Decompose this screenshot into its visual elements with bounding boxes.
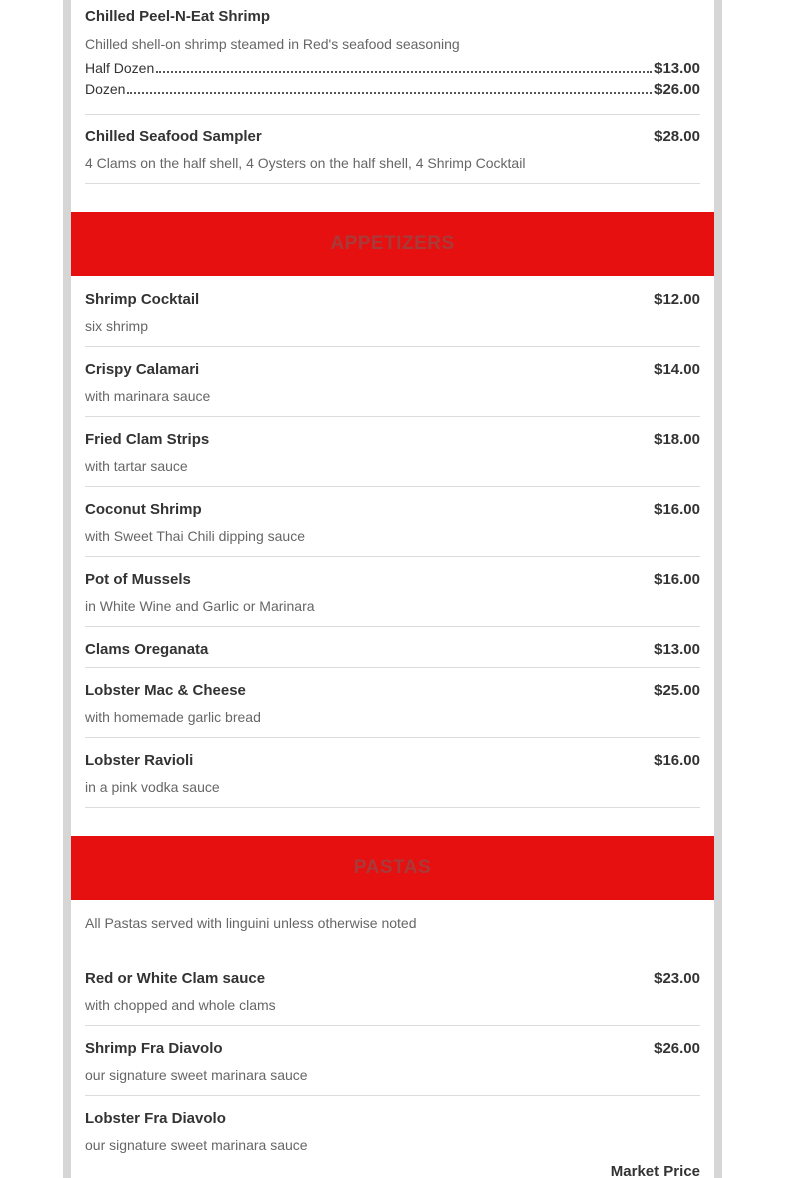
menu-item xyxy=(85,668,700,738)
item-name: Pot of Mussels xyxy=(85,571,191,588)
item-name: Shrimp Fra Diavolo xyxy=(85,1040,223,1057)
section-note: All Pastas served with linguini unless otherwise noted xyxy=(85,915,417,931)
item-price: Market Price xyxy=(610,1163,700,1178)
item-price: $14.00 xyxy=(654,361,700,378)
item-description: in White Wine and Garlic or Marinara xyxy=(85,598,315,614)
item-name: Coconut Shrimp xyxy=(85,501,202,518)
menu-item xyxy=(85,417,700,487)
appetizers-banner xyxy=(71,212,714,276)
item-price: $23.00 xyxy=(654,970,700,987)
appetizers-section xyxy=(71,276,714,808)
menu-item xyxy=(85,962,700,1026)
item-description: with homemade garlic bread xyxy=(85,709,261,725)
option-price: $13.00 xyxy=(654,60,700,77)
item-description: with Sweet Thai Chili dipping sauce xyxy=(85,528,305,544)
menu-item xyxy=(85,557,700,627)
menu-item xyxy=(85,627,700,668)
item-name: Crispy Calamari xyxy=(85,361,200,378)
leader-dots xyxy=(156,71,652,73)
item-name: Clams Oreganata xyxy=(85,641,209,658)
menu-item xyxy=(85,276,700,347)
seafood-section xyxy=(71,0,714,184)
item-description: six shrimp xyxy=(85,318,149,334)
menu-item xyxy=(85,1026,700,1096)
item-description: 4 Clams on the half shell, 4 Oysters on the half shell, 4 Shrimp Cocktail xyxy=(85,155,526,171)
item-description: with chopped and whole clams xyxy=(85,997,276,1013)
item-price: $28.00 xyxy=(654,128,700,145)
right-page-border xyxy=(714,0,722,1178)
pastas-section xyxy=(71,900,714,1178)
item-description: with marinara sauce xyxy=(85,388,211,404)
section-title: PASTAS xyxy=(353,857,432,878)
menu-page xyxy=(71,0,714,1178)
menu-item xyxy=(85,1096,700,1178)
item-description: our signature sweet marinara sauce xyxy=(85,1137,308,1153)
item-description: in a pink vodka sauce xyxy=(85,779,220,795)
item-price: $16.00 xyxy=(654,571,700,588)
item-name: Chilled Seafood Sampler xyxy=(85,128,262,145)
menu-item xyxy=(85,487,700,557)
item-name: Shrimp Cocktail xyxy=(85,291,200,308)
item-name: Lobster Mac & Cheese xyxy=(85,682,246,699)
option-label: Half Dozen xyxy=(85,60,155,76)
leader-dots xyxy=(127,92,652,94)
menu-item xyxy=(85,115,700,184)
item-name: Fried Clam Strips xyxy=(85,431,210,448)
option-row xyxy=(85,60,700,81)
option-label: Dozen xyxy=(85,81,126,97)
item-price: $13.00 xyxy=(654,641,700,658)
item-description: Chilled shell-on shrimp steamed in Red's seafood seasoning xyxy=(85,36,460,52)
section-title: APPETIZERS xyxy=(330,233,455,254)
item-price: $26.00 xyxy=(654,1040,700,1057)
item-price: $16.00 xyxy=(654,752,700,769)
pastas-banner xyxy=(71,836,714,900)
item-name: Red or White Clam sauce xyxy=(85,970,266,987)
option-price: $26.00 xyxy=(654,81,700,98)
option-row xyxy=(85,81,700,102)
item-name: Lobster Fra Diavolo xyxy=(85,1110,226,1127)
menu-item xyxy=(85,0,700,115)
item-name: Chilled Peel-N-Eat Shrimp xyxy=(85,8,271,25)
item-description: our signature sweet marinara sauce xyxy=(85,1067,308,1083)
item-price: $18.00 xyxy=(654,431,700,448)
item-name: Lobster Ravioli xyxy=(85,752,194,769)
menu-item xyxy=(85,347,700,417)
item-price: $16.00 xyxy=(654,501,700,518)
item-price: $12.00 xyxy=(654,291,700,308)
item-description: with tartar sauce xyxy=(85,458,188,474)
item-price: $25.00 xyxy=(654,682,700,699)
menu-item xyxy=(85,738,700,808)
left-page-border xyxy=(63,0,71,1178)
item-options xyxy=(85,60,700,102)
